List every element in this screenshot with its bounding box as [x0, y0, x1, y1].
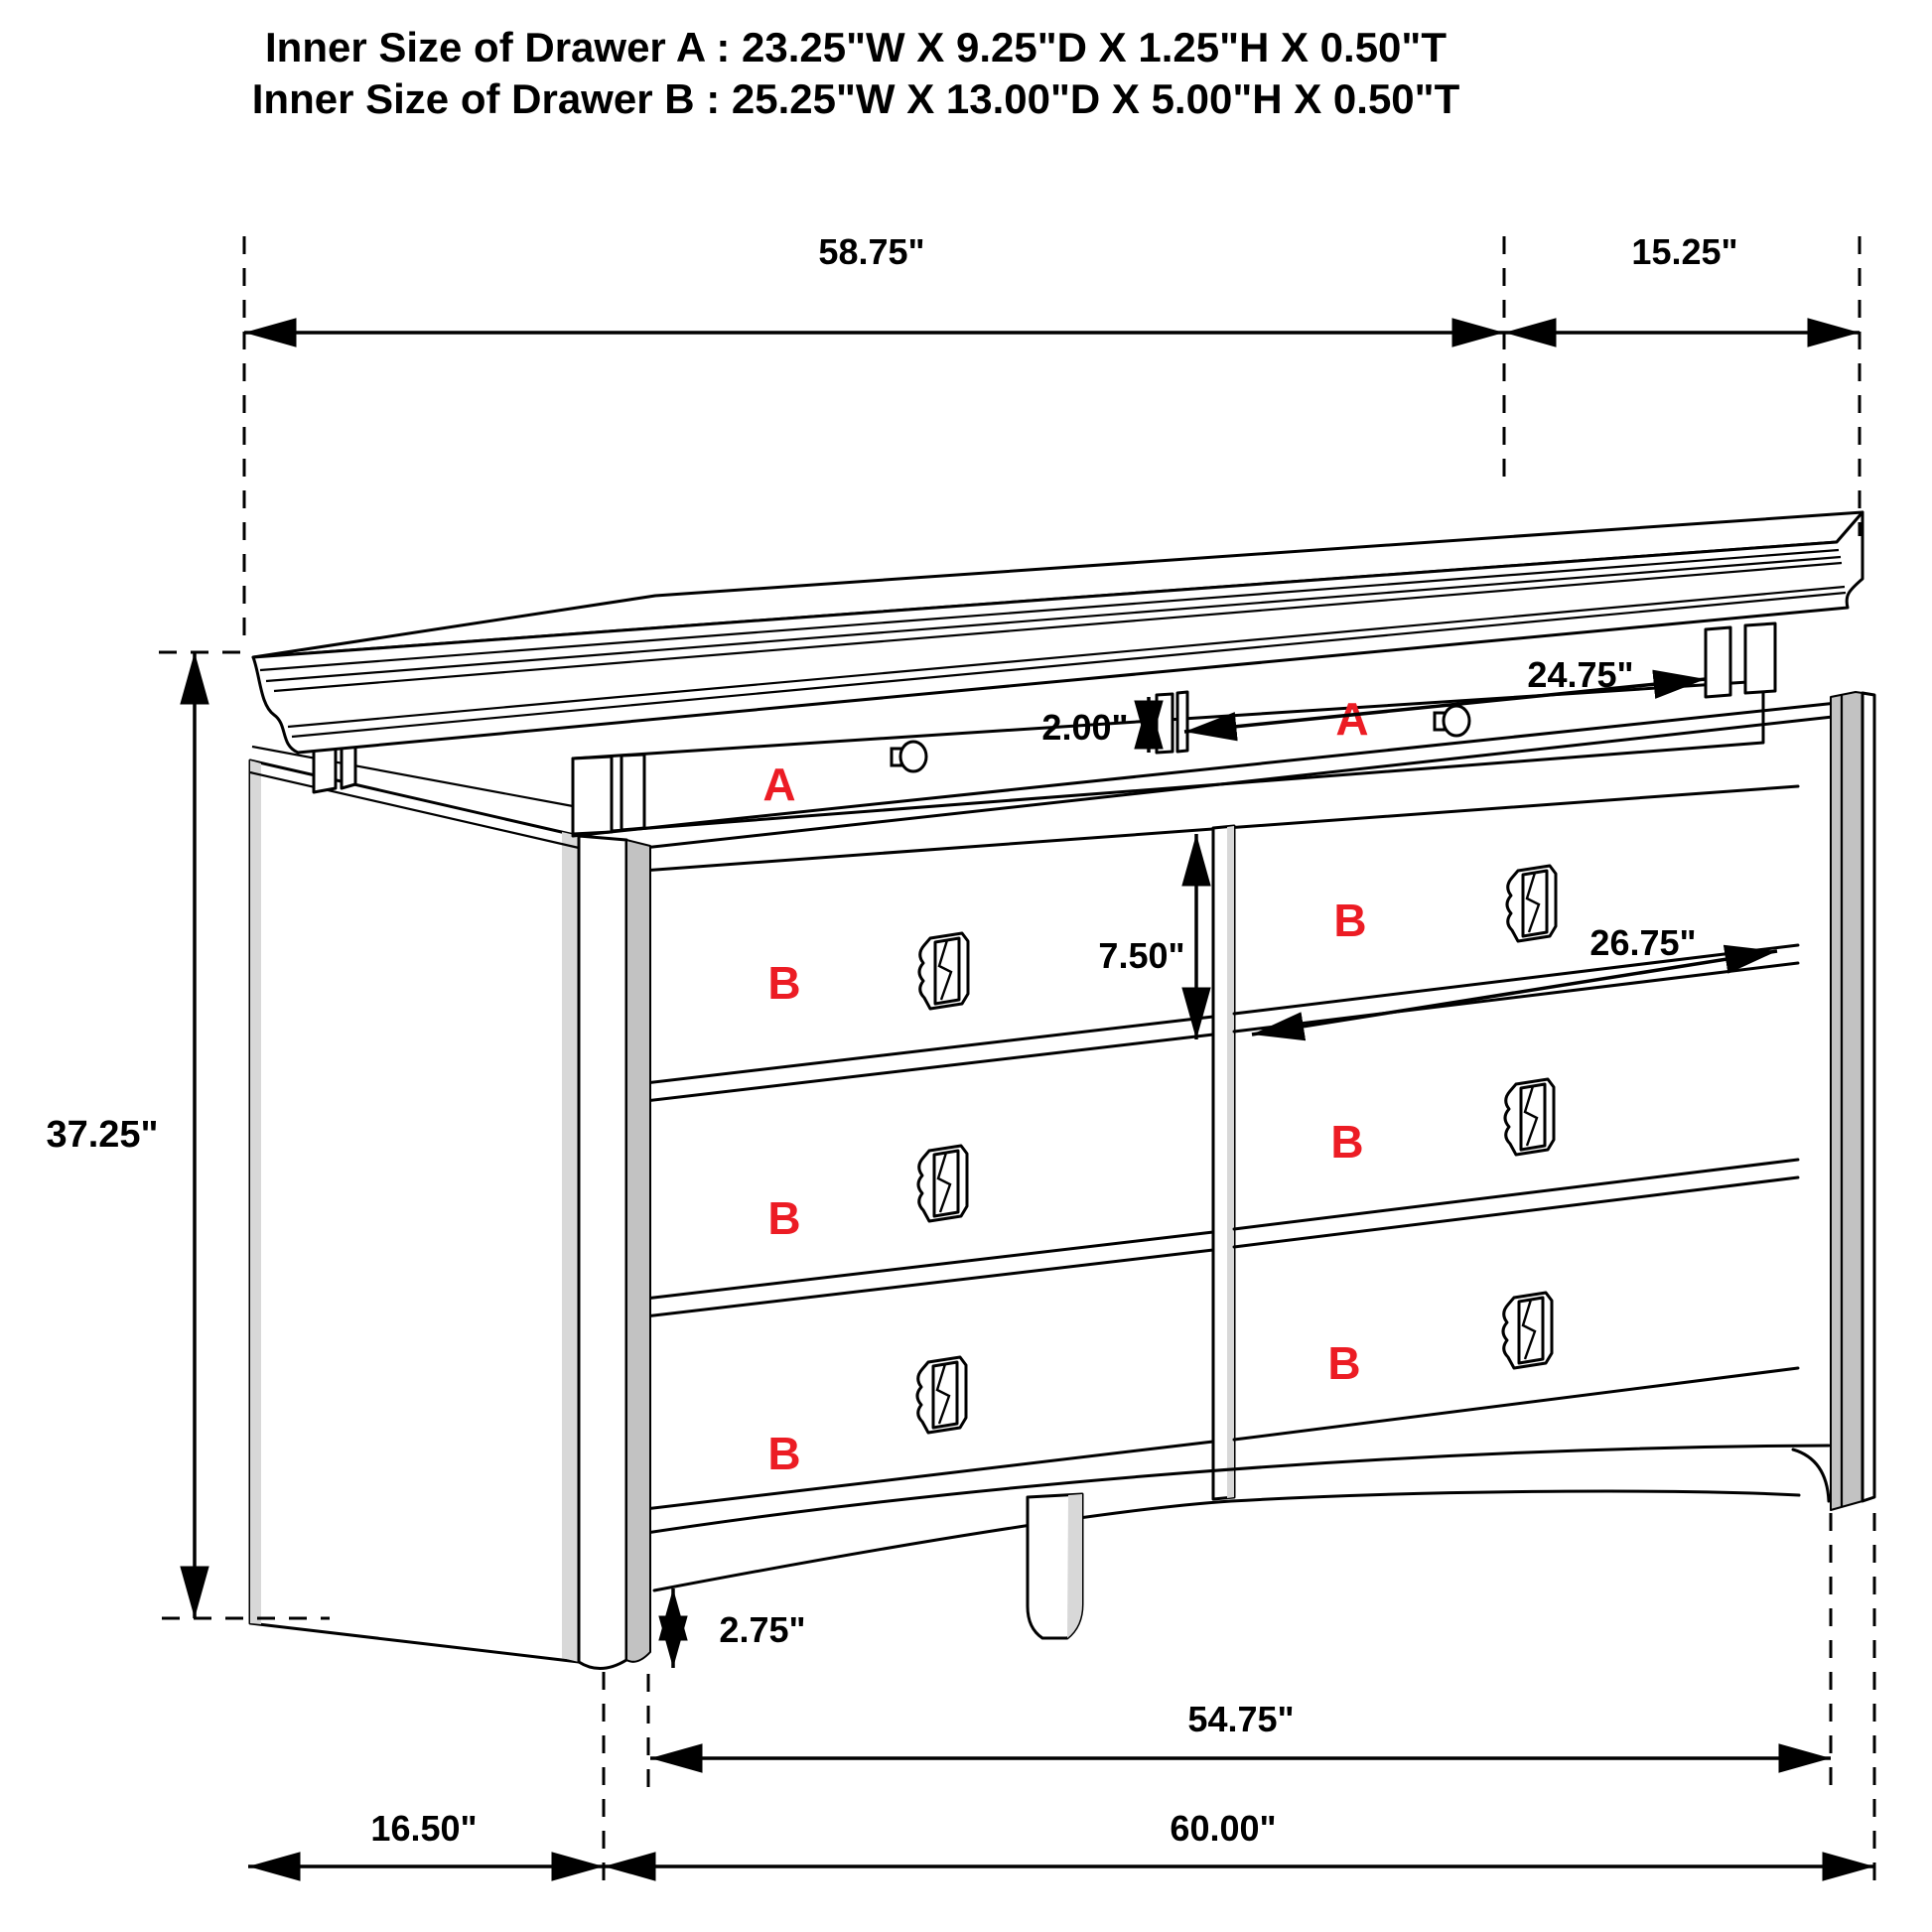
title-line-1: Inner Size of Drawer A : 23.25"W X 9.25"D X 1.25"H X 0.50"T [265, 24, 1447, 70]
post [1745, 623, 1775, 693]
post [1706, 627, 1730, 697]
drawer-handle-icon [918, 1146, 967, 1221]
dimension-label: 15.25" [1631, 231, 1738, 272]
center-leg [1028, 1494, 1082, 1638]
drawer-handle-icon [1503, 1293, 1552, 1368]
drawer-b-label: B [1330, 1116, 1364, 1168]
drawer-b-label: B [767, 957, 801, 1009]
drawer-handle-icon [919, 933, 968, 1009]
post [621, 755, 644, 830]
front-left-leg [579, 836, 650, 1669]
post [1177, 692, 1187, 752]
dimension-label: 24.75" [1527, 654, 1634, 695]
dimension-label: 16.50" [370, 1808, 478, 1849]
dimension-label: 54.75" [1187, 1699, 1295, 1739]
drawer-b-label: B [767, 1192, 801, 1244]
drawer-a-label: A [762, 759, 796, 810]
title-line-2: Inner Size of Drawer B : 25.25"W X 13.00"D X 5.00"H X 0.50"T [251, 75, 1460, 122]
dimension-label: 58.75" [818, 231, 925, 272]
right-side-panel [1831, 692, 1874, 1510]
post [1157, 694, 1173, 753]
drawer-handle-icon [917, 1357, 966, 1433]
drawer-b-label: B [767, 1428, 801, 1479]
dimension-base-inner-width [650, 1513, 1831, 1787]
drawer-b-label: B [1327, 1337, 1361, 1389]
drawer-a-label: A [1335, 693, 1369, 745]
dimension-top-side-depth [1504, 231, 1860, 536]
dimension-label: 2.75" [719, 1609, 806, 1650]
dimension-label: 60.00" [1170, 1808, 1277, 1849]
dimension-drawer-b-height [1098, 834, 1196, 1039]
dimension-base-side-depth [248, 1808, 604, 1866]
drawer-b-label: B [1333, 895, 1367, 946]
title-block [252, 24, 1460, 122]
post [573, 757, 612, 834]
dimension-label: 7.50" [1098, 935, 1185, 976]
drawer-handle-icon [1505, 1079, 1554, 1155]
dimension-label: 26.75" [1589, 922, 1697, 963]
dimension-label: 37.25" [46, 1114, 159, 1156]
left-side-panel [250, 731, 579, 1662]
dimension-label: 2.00" [1041, 707, 1129, 748]
drawer-handle-icon [1507, 866, 1556, 941]
